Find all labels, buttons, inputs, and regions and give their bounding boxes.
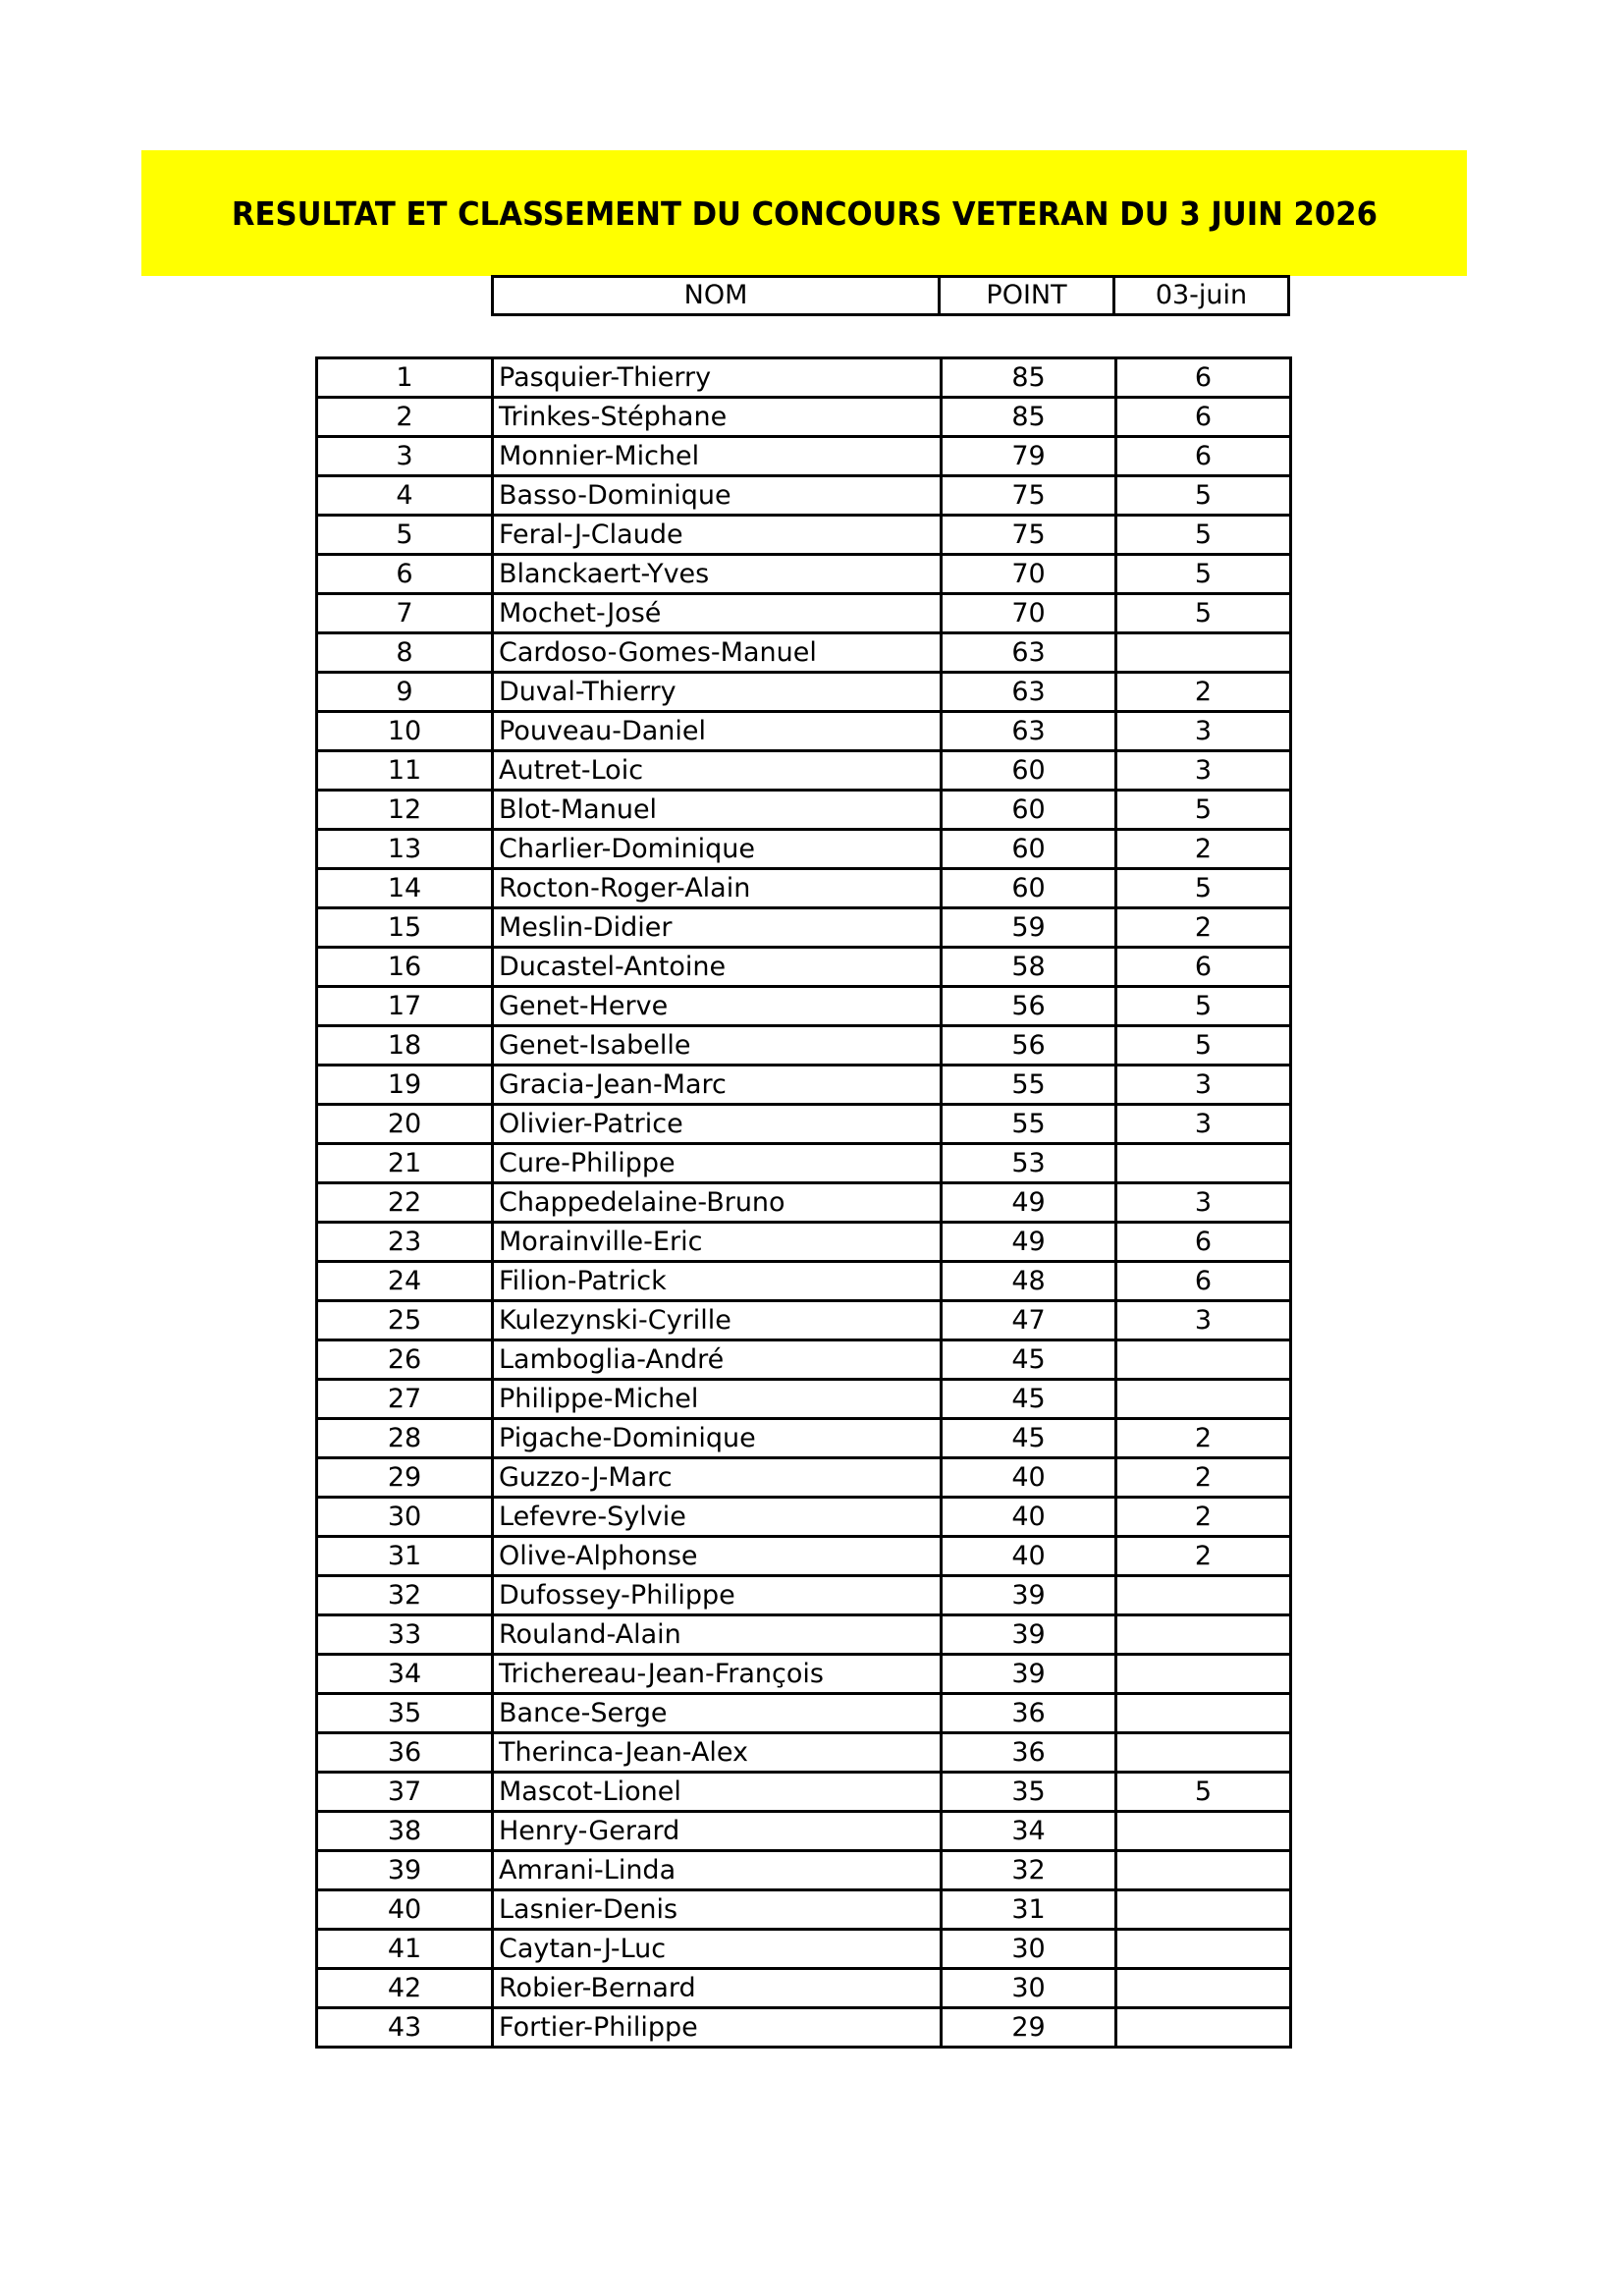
rank-cell: 16: [317, 948, 493, 987]
table-row: [317, 476, 1291, 516]
point-cell: 63: [942, 673, 1116, 712]
point-cell: 63: [942, 633, 1116, 673]
name-cell: Filion-Patrick: [493, 1262, 942, 1301]
point-cell: 35: [942, 1773, 1116, 1812]
name-cell: Philippe-Michel: [493, 1380, 942, 1419]
table-row: [317, 437, 1291, 476]
point-cell: 85: [942, 358, 1116, 398]
table-row: [317, 987, 1291, 1026]
point-cell: 59: [942, 908, 1116, 948]
date-cell: 2: [1116, 1419, 1291, 1458]
rank-cell: 40: [317, 1890, 493, 1930]
date-cell: [1116, 1380, 1291, 1419]
rank-cell: 35: [317, 1694, 493, 1733]
rank-cell: 5: [317, 516, 493, 555]
point-cell: 48: [942, 1262, 1116, 1301]
name-cell: Autret-Loic: [493, 751, 942, 791]
rank-cell: 30: [317, 1498, 493, 1537]
table-row: [317, 358, 1291, 398]
date-cell: 3: [1116, 1066, 1291, 1105]
date-cell: 5: [1116, 791, 1291, 830]
date-cell: 5: [1116, 594, 1291, 633]
date-cell: 2: [1116, 830, 1291, 869]
table-row: [317, 791, 1291, 830]
rank-cell: 29: [317, 1458, 493, 1498]
name-cell: Dufossey-Philippe: [493, 1576, 942, 1615]
point-cell: 63: [942, 712, 1116, 751]
point-cell: 55: [942, 1105, 1116, 1144]
table-row: [317, 516, 1291, 555]
name-cell: Olivier-Patrice: [493, 1105, 942, 1144]
rank-cell: 2: [317, 398, 493, 437]
date-cell: 6: [1116, 437, 1291, 476]
table-row: [317, 1223, 1291, 1262]
rank-cell: 27: [317, 1380, 493, 1419]
table-row: [317, 555, 1291, 594]
name-cell: Chappedelaine-Bruno: [493, 1183, 942, 1223]
name-cell: Lamboglia-André: [493, 1340, 942, 1380]
point-cell: 58: [942, 948, 1116, 987]
name-cell: Therinca-Jean-Alex: [493, 1733, 942, 1773]
date-cell: 3: [1116, 1183, 1291, 1223]
table-row: [317, 2008, 1291, 2048]
table-row: [317, 1498, 1291, 1537]
rank-cell: 14: [317, 869, 493, 908]
name-cell: Trinkes-Stéphane: [493, 398, 942, 437]
name-cell: Blot-Manuel: [493, 791, 942, 830]
table-row: [317, 751, 1291, 791]
table-row: [317, 1615, 1291, 1655]
date-cell: [1116, 1655, 1291, 1694]
date-cell: [1116, 1615, 1291, 1655]
rank-cell: 4: [317, 476, 493, 516]
point-cell: 40: [942, 1537, 1116, 1576]
rank-cell: 37: [317, 1773, 493, 1812]
date-cell: 5: [1116, 1773, 1291, 1812]
point-cell: 85: [942, 398, 1116, 437]
name-cell: Olive-Alphonse: [493, 1537, 942, 1576]
name-cell: Mochet-José: [493, 594, 942, 633]
date-cell: [1116, 1851, 1291, 1890]
rank-cell: 28: [317, 1419, 493, 1458]
table-row: [317, 1694, 1291, 1733]
name-cell: Rocton-Roger-Alain: [493, 869, 942, 908]
name-cell: Kulezynski-Cyrille: [493, 1301, 942, 1340]
rank-cell: 8: [317, 633, 493, 673]
rank-cell: 6: [317, 555, 493, 594]
table-row: [317, 948, 1291, 987]
point-cell: 60: [942, 751, 1116, 791]
date-cell: 5: [1116, 987, 1291, 1026]
rank-cell: 32: [317, 1576, 493, 1615]
point-cell: 45: [942, 1419, 1116, 1458]
table-row: [317, 1026, 1291, 1066]
name-cell: Mascot-Lionel: [493, 1773, 942, 1812]
date-cell: 6: [1116, 1262, 1291, 1301]
rank-cell: 41: [317, 1930, 493, 1969]
name-cell: Monnier-Michel: [493, 437, 942, 476]
table-row: [317, 869, 1291, 908]
name-cell: Feral-J-Claude: [493, 516, 942, 555]
name-cell: Lasnier-Denis: [493, 1890, 942, 1930]
table-row: [317, 1105, 1291, 1144]
header-date: 03-juin: [1114, 277, 1289, 315]
rank-cell: 34: [317, 1655, 493, 1694]
rank-cell: 18: [317, 1026, 493, 1066]
title-banner: [141, 150, 1467, 276]
date-cell: 6: [1116, 948, 1291, 987]
rank-cell: 36: [317, 1733, 493, 1773]
date-cell: 2: [1116, 1537, 1291, 1576]
date-cell: [1116, 633, 1291, 673]
point-cell: 32: [942, 1851, 1116, 1890]
table-row: [317, 1773, 1291, 1812]
date-cell: 3: [1116, 1105, 1291, 1144]
date-cell: 3: [1116, 751, 1291, 791]
name-cell: Bance-Serge: [493, 1694, 942, 1733]
point-cell: 70: [942, 555, 1116, 594]
name-cell: Amrani-Linda: [493, 1851, 942, 1890]
header-name: NOM: [493, 277, 940, 315]
point-cell: 40: [942, 1458, 1116, 1498]
table-row: [317, 633, 1291, 673]
table-row: [317, 830, 1291, 869]
rank-cell: 22: [317, 1183, 493, 1223]
point-cell: 60: [942, 791, 1116, 830]
point-cell: 39: [942, 1615, 1116, 1655]
column-header-table: [491, 275, 1290, 316]
table-row: [317, 1969, 1291, 2008]
table-row: [317, 1380, 1291, 1419]
date-cell: 2: [1116, 1498, 1291, 1537]
point-cell: 45: [942, 1340, 1116, 1380]
rank-cell: 33: [317, 1615, 493, 1655]
rank-cell: 26: [317, 1340, 493, 1380]
point-cell: 53: [942, 1144, 1116, 1183]
header-point: POINT: [940, 277, 1114, 315]
name-cell: Robier-Bernard: [493, 1969, 942, 2008]
table-row: [317, 1576, 1291, 1615]
date-cell: [1116, 1812, 1291, 1851]
rank-cell: 7: [317, 594, 493, 633]
name-cell: Duval-Thierry: [493, 673, 942, 712]
point-cell: 34: [942, 1812, 1116, 1851]
rank-cell: 15: [317, 908, 493, 948]
rank-cell: 39: [317, 1851, 493, 1890]
point-cell: 79: [942, 437, 1116, 476]
point-cell: 39: [942, 1655, 1116, 1694]
point-cell: 49: [942, 1183, 1116, 1223]
name-cell: Charlier-Dominique: [493, 830, 942, 869]
date-cell: [1116, 1694, 1291, 1733]
table-row: [317, 1851, 1291, 1890]
date-cell: 3: [1116, 712, 1291, 751]
name-cell: Basso-Dominique: [493, 476, 942, 516]
rank-cell: 21: [317, 1144, 493, 1183]
rank-cell: 1: [317, 358, 493, 398]
date-cell: 5: [1116, 555, 1291, 594]
date-cell: 5: [1116, 1026, 1291, 1066]
date-cell: 5: [1116, 516, 1291, 555]
table-row: [317, 1890, 1291, 1930]
point-cell: 39: [942, 1576, 1116, 1615]
date-cell: 2: [1116, 673, 1291, 712]
point-cell: 36: [942, 1733, 1116, 1773]
page-title: RESULTAT ET CLASSEMENT DU CONCOURS VETERAN DU 3 JUIN 2026: [231, 193, 1378, 233]
point-cell: 49: [942, 1223, 1116, 1262]
date-cell: 2: [1116, 908, 1291, 948]
rank-cell: 12: [317, 791, 493, 830]
rank-cell: 10: [317, 712, 493, 751]
point-cell: 60: [942, 869, 1116, 908]
name-cell: Trichereau-Jean-François: [493, 1655, 942, 1694]
name-cell: Gracia-Jean-Marc: [493, 1066, 942, 1105]
table-row: [317, 908, 1291, 948]
name-cell: Guzzo-J-Marc: [493, 1458, 942, 1498]
date-cell: [1116, 1930, 1291, 1969]
point-cell: 75: [942, 516, 1116, 555]
table-row: [317, 1262, 1291, 1301]
point-cell: 70: [942, 594, 1116, 633]
rank-cell: 42: [317, 1969, 493, 2008]
rank-cell: 24: [317, 1262, 493, 1301]
date-cell: [1116, 2008, 1291, 2048]
name-cell: Cure-Philippe: [493, 1144, 942, 1183]
rank-cell: 38: [317, 1812, 493, 1851]
name-cell: Lefevre-Sylvie: [493, 1498, 942, 1537]
point-cell: 30: [942, 1930, 1116, 1969]
table-row: [317, 398, 1291, 437]
point-cell: 29: [942, 2008, 1116, 2048]
point-cell: 60: [942, 830, 1116, 869]
table-row: [317, 1340, 1291, 1380]
name-cell: Rouland-Alain: [493, 1615, 942, 1655]
date-cell: 6: [1116, 398, 1291, 437]
date-cell: [1116, 1890, 1291, 1930]
date-cell: 3: [1116, 1301, 1291, 1340]
rank-cell: 19: [317, 1066, 493, 1105]
date-cell: [1116, 1340, 1291, 1380]
table-row: [317, 1301, 1291, 1340]
results-table: [315, 356, 1292, 2049]
name-cell: Cardoso-Gomes-Manuel: [493, 633, 942, 673]
table-row: [317, 1066, 1291, 1105]
date-cell: 5: [1116, 476, 1291, 516]
table-row: [317, 1537, 1291, 1576]
point-cell: 75: [942, 476, 1116, 516]
date-cell: [1116, 1733, 1291, 1773]
rank-cell: 3: [317, 437, 493, 476]
point-cell: 40: [942, 1498, 1116, 1537]
name-cell: Genet-Herve: [493, 987, 942, 1026]
name-cell: Henry-Gerard: [493, 1812, 942, 1851]
point-cell: 55: [942, 1066, 1116, 1105]
name-cell: Pigache-Dominique: [493, 1419, 942, 1458]
name-cell: Pasquier-Thierry: [493, 358, 942, 398]
rank-cell: 25: [317, 1301, 493, 1340]
table-row: [317, 1458, 1291, 1498]
name-cell: Genet-Isabelle: [493, 1026, 942, 1066]
rank-cell: 17: [317, 987, 493, 1026]
name-cell: Morainville-Eric: [493, 1223, 942, 1262]
rank-cell: 43: [317, 2008, 493, 2048]
rank-cell: 31: [317, 1537, 493, 1576]
date-cell: 6: [1116, 1223, 1291, 1262]
point-cell: 47: [942, 1301, 1116, 1340]
name-cell: Fortier-Philippe: [493, 2008, 942, 2048]
date-cell: [1116, 1969, 1291, 2008]
table-row: [317, 712, 1291, 751]
point-cell: 30: [942, 1969, 1116, 2008]
table-row: [317, 1930, 1291, 1969]
table-row: [317, 1419, 1291, 1458]
table-row: [317, 1733, 1291, 1773]
rank-cell: 23: [317, 1223, 493, 1262]
point-cell: 56: [942, 987, 1116, 1026]
name-cell: Blanckaert-Yves: [493, 555, 942, 594]
date-cell: 5: [1116, 869, 1291, 908]
rank-cell: 13: [317, 830, 493, 869]
point-cell: 31: [942, 1890, 1116, 1930]
date-cell: [1116, 1576, 1291, 1615]
date-cell: 2: [1116, 1458, 1291, 1498]
table-row: [317, 1812, 1291, 1851]
name-cell: Pouveau-Daniel: [493, 712, 942, 751]
rank-cell: 20: [317, 1105, 493, 1144]
point-cell: 36: [942, 1694, 1116, 1733]
table-row: [317, 594, 1291, 633]
point-cell: 56: [942, 1026, 1116, 1066]
rank-cell: 11: [317, 751, 493, 791]
table-row: [317, 1655, 1291, 1694]
table-row: [317, 673, 1291, 712]
name-cell: Ducastel-Antoine: [493, 948, 942, 987]
header-row: [493, 277, 1289, 315]
date-cell: [1116, 1144, 1291, 1183]
date-cell: 6: [1116, 358, 1291, 398]
table-row: [317, 1183, 1291, 1223]
table-row: [317, 1144, 1291, 1183]
rank-cell: 9: [317, 673, 493, 712]
point-cell: 45: [942, 1380, 1116, 1419]
name-cell: Caytan-J-Luc: [493, 1930, 942, 1969]
name-cell: Meslin-Didier: [493, 908, 942, 948]
